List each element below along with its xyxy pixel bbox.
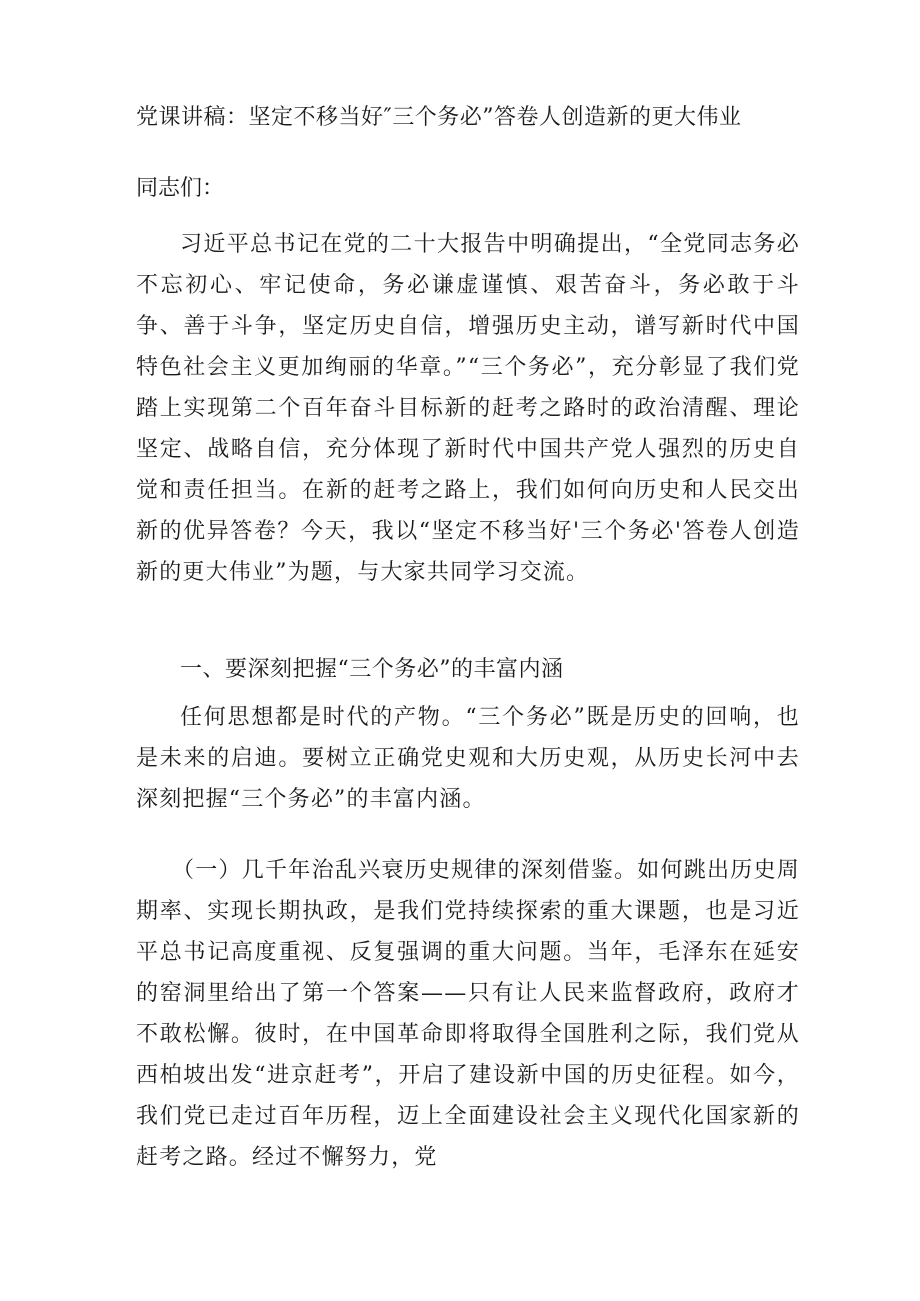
section-1-heading: 一、要深刻把握“三个务必”的丰富内涵 xyxy=(180,657,564,682)
opening-paragraph: 习近平总书记在党的二十大报告中明确提出，“全党同志务必不忘初心、牢记使命，务必谦虚谨慎、艰苦奋斗，务必敢于斗争、善于斗争，坚定历史自信，增强历史主动，谱写新时代中国特色社会主义更加绚丽的华章。”“三个务必”，充分彰显了我们党踏上实现第二个百年奋斗目标新的赶考之路时的政治清醒、理论坚定、战略自信，充分体现了新时代中国共产党人强烈的历史自觉和责任担当。在新的赶考之路上，我们如何向历史和人民交出新的优异答卷？今天，我以“坚定不移当好'三个务必'答卷人创造新的更大伟业”为题，与大家共同学习交流。 xyxy=(136,232,800,585)
section-1-intro-paragraph: 任何思想都是时代的产物。“三个务必”既是历史的回响，也是未来的启迪。要树立正确党史观和大历史观，从历史长河中去深刻把握“三个务必”的丰富内涵。 xyxy=(136,705,800,812)
document-title: 党课讲稿：坚定不移当好″三个务必”答卷人创造新的更大伟业 xyxy=(136,105,742,130)
subsection-1-paragraph: （一）几千年治乱兴衰历史规律的深刻借鉴。如何跳出历史周期率、实现长期执政，是我们党持续探索的重大课题，也是习近平总书记高度重视、反复强调的重大问题。当年，毛泽东在延安的窑洞里给出了第一个答案——只有让人民来监督政府，政府才不敢松懈。彼时，在中国革命即将取得全国胜利之际，我们党从西柏坡出发“进京赶考”，开启了建设新中国的历史征程。如今，我们党已走过百年历程，迈上全面建设社会主义现代化国家新的赶考之路。经过不懈努力，党 xyxy=(136,858,800,1170)
salutation: 同志们： xyxy=(136,176,225,201)
